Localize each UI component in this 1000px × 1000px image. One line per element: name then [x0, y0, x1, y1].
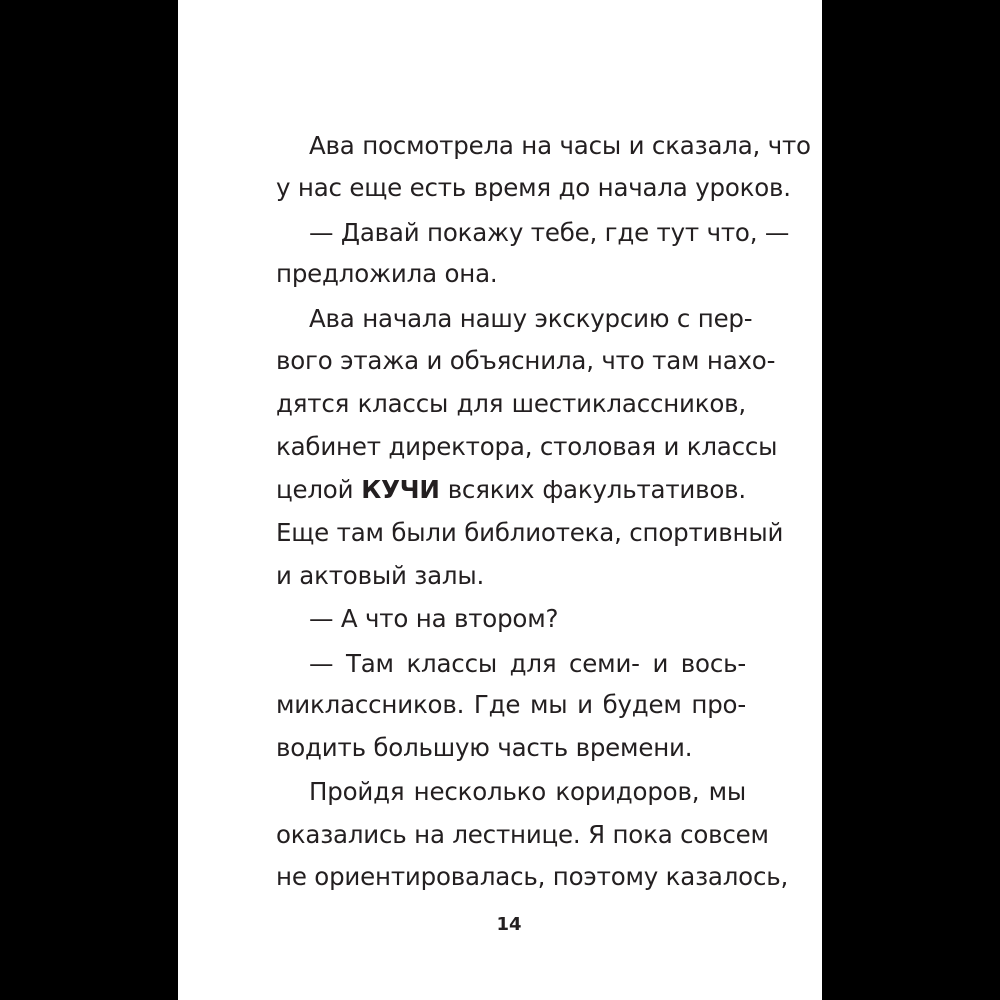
- text-line: и актовый залы.: [276, 561, 485, 590]
- text-line: предложила она.: [276, 259, 498, 288]
- text-line: — А что на втором?: [309, 604, 559, 633]
- text-line: — Давай покажу тебе, где тут что, —: [309, 218, 790, 247]
- text-line: Пройдя несколько коридоров, мы: [309, 777, 746, 806]
- text-line: не ориентировалась, поэтому казалось,: [276, 862, 789, 891]
- text-line: кабинет директора, столовая и классы: [276, 432, 778, 461]
- text-line: вого этажа и объяснила, что там нахо-: [276, 346, 776, 375]
- text-line: миклассников. Где мы и будем про-: [276, 690, 746, 719]
- text-line-with-emphasis: [276, 475, 746, 505]
- book-page: [178, 0, 822, 1000]
- text-line: водить большую часть времени.: [276, 733, 693, 762]
- text-line: Ава посмотрела на часы и сказала, что: [309, 131, 811, 160]
- text-line: оказались на лестнице. Я пока совсем: [276, 820, 769, 849]
- text-fragment: всяких факультативов.: [447, 475, 747, 504]
- page-number: 14: [496, 914, 522, 935]
- text-line: Еще там были библиотека, спортивный: [276, 518, 784, 547]
- text-line: дятся классы для шестиклассников,: [276, 389, 746, 418]
- text-line: Ава начала нашу экскурсию с пер-: [309, 304, 753, 333]
- text-line: — Там классы для семи- и вось-: [309, 649, 746, 678]
- text-fragment: целой: [276, 475, 354, 504]
- emphasized-word: КУЧИ: [361, 475, 440, 504]
- text-line: у нас еще есть время до начала уроков.: [276, 173, 791, 202]
